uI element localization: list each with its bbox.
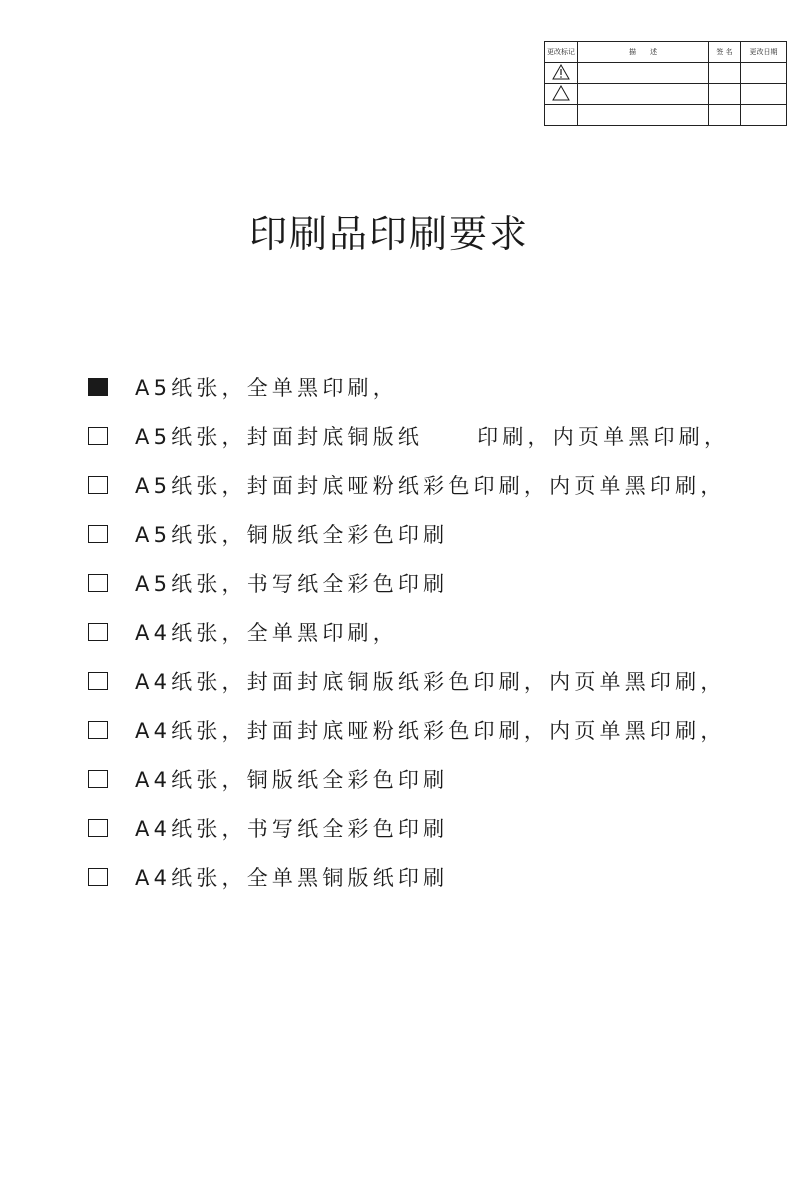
option-item[interactable] [88,764,788,794]
revision-row [545,105,787,126]
revision-date-cell [741,84,787,105]
warning-triangle-icon [552,64,570,80]
revision-table [544,41,787,126]
option-checkbox[interactable] [88,623,108,641]
header-change-mark: 更改标记 [545,42,578,63]
option-label: A4纸张，书写纸全彩色印刷 [135,817,449,841]
option-label: A4纸张，封面封底铜版纸彩色印刷，内页单黑印刷， [135,670,726,694]
option-item[interactable] [88,666,788,696]
option-checkbox[interactable] [88,427,108,445]
option-item[interactable] [88,470,788,500]
option-label: A4纸张，封面封底哑粉纸彩色印刷，内页单黑印刷， [135,719,726,743]
revision-signature-cell [709,105,741,126]
revision-mark-cell [545,105,578,126]
revision-row [545,63,787,84]
option-item[interactable] [88,421,788,451]
option-item[interactable] [88,715,788,745]
option-label: A4纸张，全单黑铜版纸印刷 [135,866,449,890]
option-item[interactable] [88,862,788,892]
option-item[interactable] [88,617,788,647]
header-signature: 签 名 [709,42,741,63]
option-label: A5纸张，书写纸全彩色印刷 [135,572,449,596]
header-description: 描 述 [578,42,709,63]
revision-date-cell [741,105,787,126]
revision-table-header [545,42,787,63]
revision-row [545,84,787,105]
option-item[interactable] [88,372,788,402]
option-checkbox[interactable] [88,672,108,690]
revision-date-cell [741,63,787,84]
option-checkbox[interactable] [88,819,108,837]
option-checkbox[interactable] [88,868,108,886]
option-checkbox[interactable] [88,721,108,739]
revision-signature-cell [709,63,741,84]
option-item[interactable] [88,813,788,843]
page-title: 印刷品印刷要求 [248,212,529,256]
option-checkbox[interactable] [88,525,108,543]
revision-description-cell [578,84,709,105]
option-item[interactable] [88,519,788,549]
option-checkbox[interactable] [88,476,108,494]
option-checkbox[interactable] [88,574,108,592]
option-label: A5纸张，封面封底哑粉纸彩色印刷，内页单黑印刷， [135,474,726,498]
revision-description-cell [578,63,709,84]
option-item[interactable] [88,568,788,598]
revision-description-cell [578,105,709,126]
option-checkbox[interactable] [88,770,108,788]
option-label: A4纸张，全单黑印刷， [135,621,398,645]
triangle-icon [552,85,570,101]
option-label: A5纸张，铜版纸全彩色印刷 [135,523,449,547]
option-label: A5纸张，封面封底铜版纸 印刷，内页单黑印刷， [135,425,730,449]
revision-signature-cell [709,84,741,105]
option-label: A4纸张，铜版纸全彩色印刷 [135,768,449,792]
option-checkbox[interactable] [88,378,108,396]
header-change-date: 更改日期 [741,42,787,63]
option-label: A5纸张，全单黑印刷， [135,376,398,400]
